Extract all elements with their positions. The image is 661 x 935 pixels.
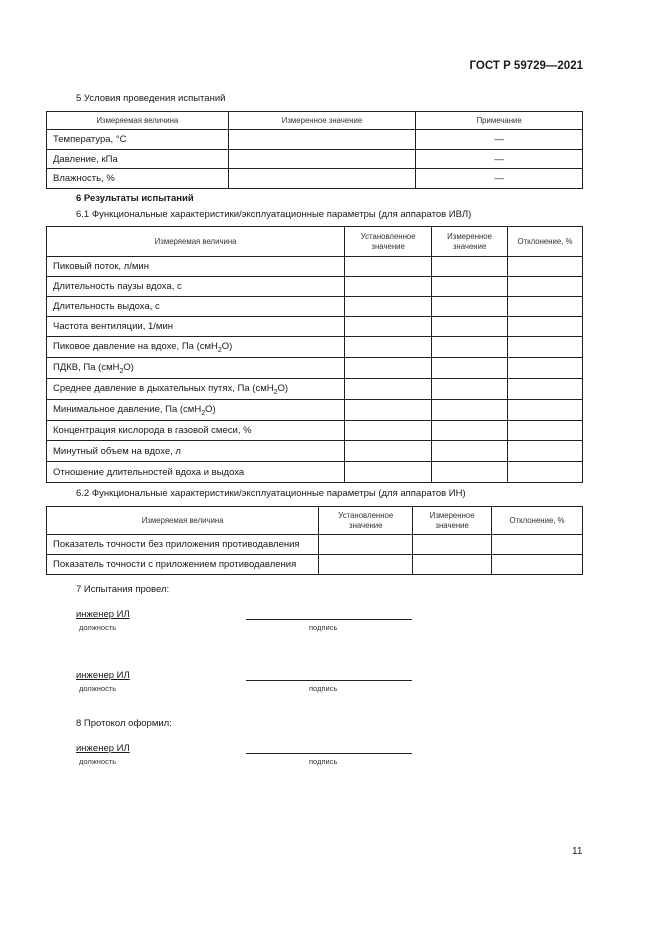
col-header: Отклонение, %: [508, 227, 583, 257]
row-name: Пиковое давление на вдохе, Па (смH$_2$O): [47, 337, 345, 358]
table-row: [47, 317, 583, 337]
page-number: 11: [572, 846, 583, 857]
note-cell: —: [416, 130, 583, 150]
row-name: Давление, кПа: [47, 150, 229, 169]
table-row: [47, 257, 583, 277]
table-row: [47, 337, 583, 358]
value-cell: [228, 130, 416, 150]
role-label: должность: [79, 623, 117, 632]
signature-role: инженер ИЛ: [76, 609, 130, 620]
standard-number: ГОСТ Р 59729—2021: [469, 60, 583, 72]
table-row: [47, 400, 583, 421]
row-name: Показатель точности без приложения противодавления: [47, 535, 319, 555]
col-header: Измеренное значение: [413, 507, 492, 535]
row-name: ПДКВ, Па (смH$_2$O): [47, 358, 345, 379]
table-row: [47, 441, 583, 462]
table-row: [47, 277, 583, 297]
col-header: Измеряемая величина: [47, 227, 345, 257]
col-header: Установленное значение: [345, 227, 432, 257]
col-header: Измеряемая величина: [47, 507, 319, 535]
in-results-table: [46, 506, 583, 575]
table-row: [47, 379, 583, 400]
row-name: Концентрация кислорода в газовой смеси, %: [47, 421, 345, 441]
table-row: [47, 462, 583, 483]
signature-role: инженер ИЛ: [76, 743, 130, 754]
note-cell: —: [416, 169, 583, 189]
value-cell: [228, 150, 416, 169]
signature-line: [246, 619, 412, 620]
row-name: Показатель точности с приложением противодавления: [47, 555, 319, 575]
value-cell: [228, 169, 416, 189]
section7-title: 7 Испытания провел:: [76, 584, 170, 595]
row-name: Длительность паузы вдоха, с: [47, 277, 345, 297]
role-label: должность: [79, 757, 117, 766]
col-header: Отклонение, %: [492, 507, 583, 535]
section6-2-title: 6.2 Функциональные характеристики/эксплуатационные параметры (для аппаратов ИН): [76, 488, 466, 499]
table-row: [47, 421, 583, 441]
role-label: должность: [79, 684, 117, 693]
signature-line: [246, 753, 412, 754]
row-name: Частота вентиляции, 1/мин: [47, 317, 345, 337]
row-name: Минимальное давление, Па (смH$_2$O): [47, 400, 345, 421]
table-row: [47, 130, 583, 150]
col-header: Измеренное значение: [228, 112, 416, 130]
table-row: [47, 150, 583, 169]
conditions-table: [46, 111, 583, 189]
signature-line: [246, 680, 412, 681]
table-row: [47, 358, 583, 379]
row-name: Длительность выдоха, с: [47, 297, 345, 317]
sign-label: подпись: [309, 757, 338, 766]
table-row: [47, 297, 583, 317]
col-header: Примечание: [416, 112, 583, 130]
col-header: Измеряемая величина: [47, 112, 229, 130]
row-name: Среднее давление в дыхательных путях, Па (смH$_2$O): [47, 379, 345, 400]
row-name: Влажность, %: [47, 169, 229, 189]
ivl-results-table: [46, 226, 583, 483]
table-row: [47, 535, 583, 555]
sign-label: подпись: [309, 623, 338, 632]
row-name: Минутный объем на вдохе, л: [47, 441, 345, 462]
table-row: [47, 169, 583, 189]
row-name: Отношение длительностей вдоха и выдоха: [47, 462, 345, 483]
section8-title: 8 Протокол оформил:: [76, 718, 172, 729]
section5-title: 5 Условия проведения испытаний: [76, 93, 226, 104]
col-header: Измеренное значение: [432, 227, 508, 257]
col-header: Установленное значение: [319, 507, 413, 535]
section6-1-title: 6.1 Функциональные характеристики/эксплуатационные параметры (для аппаратов ИВЛ): [76, 209, 472, 220]
row-name: Температура, °С: [47, 130, 229, 150]
note-cell: —: [416, 150, 583, 169]
row-name: Пиковый поток, л/мин: [47, 257, 345, 277]
table-row: [47, 555, 583, 575]
section6-title: 6 Результаты испытаний: [76, 193, 194, 204]
signature-role: инженер ИЛ: [76, 670, 130, 681]
sign-label: подпись: [309, 684, 338, 693]
